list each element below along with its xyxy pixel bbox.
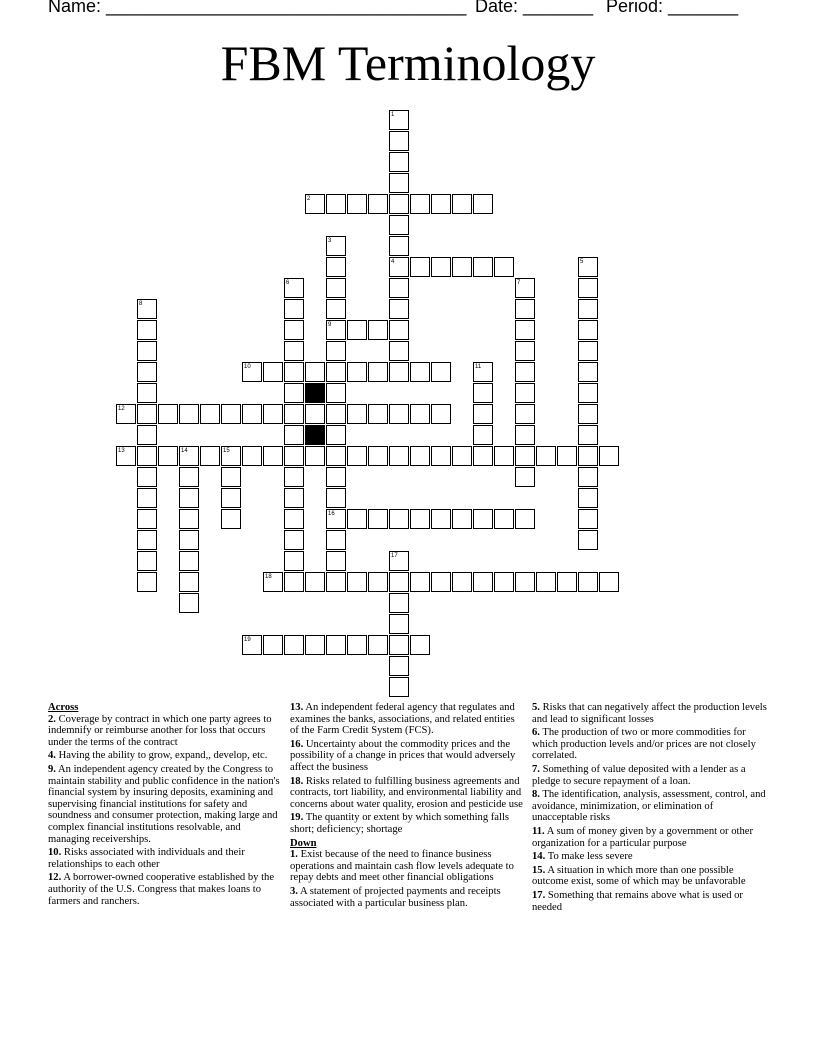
- grid-cell[interactable]: [263, 635, 283, 655]
- date-field-label[interactable]: Date: _______: [475, 0, 594, 16]
- clue-number-17: 17: [391, 553, 398, 559]
- grid-cell[interactable]: [347, 446, 367, 466]
- grid-cell[interactable]: [368, 509, 388, 529]
- grid-cell[interactable]: [221, 404, 241, 424]
- clue-number-13: 13: [118, 448, 125, 454]
- clue-text: Risks related to fulfilling business agreements and contracts, tort liability, and environmental liability and concerns about water quality, erosion and pesticide use: [290, 775, 523, 810]
- grid-cell[interactable]: [326, 341, 346, 361]
- grid-cell[interactable]: [389, 299, 409, 319]
- grid-cell[interactable]: [578, 341, 598, 361]
- clue-number-9: 9: [328, 322, 332, 328]
- clue-text: The quantity or extent by which something falls short; deficiency; shortage: [290, 812, 510, 835]
- grid-cell[interactable]: [284, 551, 304, 571]
- clue-number-4: 4: [391, 259, 395, 265]
- grid-cell[interactable]: [578, 572, 598, 592]
- grid-cell[interactable]: [515, 362, 535, 382]
- clue-item: [532, 826, 768, 849]
- grid-cell[interactable]: [284, 530, 304, 550]
- grid-cell[interactable]: [284, 362, 304, 382]
- grid-cell[interactable]: [389, 236, 409, 256]
- down-clue-list-1: [290, 849, 526, 909]
- down-clue-list-2: [532, 702, 768, 913]
- clue-item: [290, 886, 526, 909]
- grid-cell[interactable]: [410, 362, 430, 382]
- grid-cell[interactable]: [389, 152, 409, 172]
- grid-cell[interactable]: [431, 194, 451, 214]
- clue-item: [48, 750, 284, 762]
- clue-number: 10.: [48, 847, 62, 859]
- grid-cell[interactable]: [410, 257, 430, 277]
- clue-number: 7.: [532, 763, 540, 775]
- clue-text: A situation in which more than one possible outcome exist, some of which may be unfavorable: [532, 864, 746, 888]
- grid-cell[interactable]: [305, 362, 325, 382]
- grid-cell[interactable]: [515, 404, 535, 424]
- grid-cell[interactable]: [242, 404, 262, 424]
- clue-text: Uncertainty about the commodity prices and the possibility of a change in prices that would adversely affect the business: [290, 738, 516, 773]
- clue-text: A sum of money given by a government or other organization for a particular purpose: [532, 825, 753, 849]
- grid-cell[interactable]: [557, 572, 577, 592]
- grid-cell[interactable]: [137, 551, 157, 571]
- grid-cell[interactable]: [347, 635, 367, 655]
- grid-cell[interactable]: [284, 404, 304, 424]
- page-title: FBM Terminology: [220, 35, 596, 91]
- clue-item: [532, 851, 768, 863]
- grid-cell[interactable]: [536, 446, 556, 466]
- clue-number-19: 19: [244, 637, 251, 643]
- grid-cell[interactable]: [137, 425, 157, 445]
- grid-cell[interactable]: [452, 509, 472, 529]
- clue-number: 4.: [48, 750, 56, 762]
- clue-text: Coverage by contract in which one party agrees to indemnify or reimburse another for loss that occurs under the terms of the contract: [48, 713, 272, 748]
- clue-number: 9.: [48, 763, 56, 775]
- grid-cell[interactable]: [515, 299, 535, 319]
- grid-cell[interactable]: [305, 446, 325, 466]
- grid-cell[interactable]: [263, 362, 283, 382]
- clue-item: [48, 714, 284, 749]
- clue-number: 19.: [290, 812, 304, 824]
- grid-cell[interactable]: [431, 572, 451, 592]
- grid-cell[interactable]: [536, 572, 556, 592]
- grid-cell[interactable]: [578, 425, 598, 445]
- clue-number: 17.: [532, 889, 546, 901]
- grid-cell[interactable]: [578, 383, 598, 403]
- grid-cell[interactable]: [473, 383, 493, 403]
- clue-text: A borrower-owned cooperative established by the authority of the U.S. Congress that makes loans to farmers and ranchers.: [48, 872, 275, 907]
- clue-number-18: 18: [265, 574, 272, 580]
- clue-number-8: 8: [139, 301, 143, 307]
- clues-column-2: [290, 702, 526, 911]
- clue-number-16: 16: [328, 511, 335, 517]
- grid-cell[interactable]: [284, 299, 304, 319]
- grid-cell[interactable]: [179, 593, 199, 613]
- grid-cell[interactable]: [326, 572, 346, 592]
- grid-cell[interactable]: [389, 635, 409, 655]
- grid-cell[interactable]: [578, 362, 598, 382]
- grid-cell[interactable]: [515, 467, 535, 487]
- grid-cell[interactable]: [137, 362, 157, 382]
- grid-cell[interactable]: [284, 320, 304, 340]
- grid-cell[interactable]: [137, 320, 157, 340]
- grid-cell[interactable]: [326, 362, 346, 382]
- grid-cell[interactable]: [137, 572, 157, 592]
- grid-cell[interactable]: [578, 278, 598, 298]
- grid-cell[interactable]: [137, 341, 157, 361]
- grid-cell[interactable]: [557, 446, 577, 466]
- clue-item: [532, 789, 768, 824]
- grid-cell[interactable]: [347, 509, 367, 529]
- grid-cell[interactable]: [368, 320, 388, 340]
- grid-cell[interactable]: [473, 572, 493, 592]
- grid-cell[interactable]: [599, 572, 619, 592]
- clue-number: 8.: [532, 789, 540, 801]
- grid-cell[interactable]: [305, 572, 325, 592]
- grid-cell[interactable]: [326, 467, 346, 487]
- grid-cell[interactable]: [389, 656, 409, 676]
- clue-item: [290, 812, 526, 835]
- grid-cell[interactable]: [368, 635, 388, 655]
- grid-cell[interactable]: [347, 320, 367, 340]
- grid-cell[interactable]: [515, 383, 535, 403]
- grid-cell[interactable]: [179, 572, 199, 592]
- grid-cell[interactable]: [179, 404, 199, 424]
- across-clue-list-1: [48, 714, 284, 908]
- grid-cell[interactable]: [326, 530, 346, 550]
- grid-cell[interactable]: [179, 467, 199, 487]
- grid-cell[interactable]: [431, 446, 451, 466]
- grid-cell[interactable]: [242, 446, 262, 466]
- grid-cell[interactable]: [578, 530, 598, 550]
- clue-text: Exist because of the need to finance business operations and maintain cash flow levels adequate to repay debts and meet other financial obligations: [290, 849, 514, 884]
- grid-cell[interactable]: [305, 635, 325, 655]
- grid-cell[interactable]: [410, 446, 430, 466]
- grid-cell[interactable]: [347, 362, 367, 382]
- grid-cell[interactable]: [515, 509, 535, 529]
- grid-cell[interactable]: [515, 320, 535, 340]
- grid-cell[interactable]: [431, 404, 451, 424]
- grid-cell[interactable]: [515, 572, 535, 592]
- grid-cell[interactable]: [494, 446, 514, 466]
- clue-number-1: 1: [391, 112, 395, 118]
- clue-number: 16.: [290, 738, 304, 750]
- grid-cell[interactable]: [389, 614, 409, 634]
- grid-cell[interactable]: [389, 215, 409, 235]
- grid-cell[interactable]: [452, 572, 472, 592]
- grid-cell[interactable]: [410, 509, 430, 529]
- grid-cell[interactable]: [515, 341, 535, 361]
- grid-cell[interactable]: [515, 446, 535, 466]
- grid-cell[interactable]: [326, 446, 346, 466]
- clue-text: Having the ability to grow, expand,, develop, etc.: [55, 750, 268, 762]
- grid-cell[interactable]: [326, 299, 346, 319]
- grid-cell[interactable]: [431, 362, 451, 382]
- clue-item: [290, 776, 526, 811]
- grid-cell[interactable]: [137, 404, 157, 424]
- grid-cell[interactable]: [578, 509, 598, 529]
- clue-number: 18.: [290, 775, 304, 787]
- grid-cell[interactable]: [347, 572, 367, 592]
- grid-cell[interactable]: [473, 446, 493, 466]
- grid-cell[interactable]: [305, 404, 325, 424]
- grid-cell[interactable]: [284, 488, 304, 508]
- grid-cell[interactable]: [515, 425, 535, 445]
- grid-cell[interactable]: [284, 635, 304, 655]
- clue-number-14: 14: [181, 448, 188, 454]
- grid-cell[interactable]: [473, 509, 493, 529]
- grid-cell[interactable]: [326, 488, 346, 508]
- grid-cell[interactable]: [368, 572, 388, 592]
- grid-cell[interactable]: [368, 194, 388, 214]
- grid-cell[interactable]: [221, 467, 241, 487]
- clue-number-10: 10: [244, 364, 251, 370]
- black-square: [305, 425, 325, 445]
- grid-cell[interactable]: [284, 509, 304, 529]
- clue-item: [532, 702, 768, 725]
- grid-cell[interactable]: [452, 194, 472, 214]
- grid-cell[interactable]: [221, 488, 241, 508]
- period-field-label[interactable]: Period: _______: [606, 0, 739, 16]
- black-square: [305, 383, 325, 403]
- clue-number: 14.: [532, 851, 546, 863]
- grid-cell[interactable]: [179, 509, 199, 529]
- grid-cell[interactable]: [284, 572, 304, 592]
- grid-cell[interactable]: [179, 530, 199, 550]
- grid-cell[interactable]: [158, 446, 178, 466]
- clue-number: 2.: [48, 713, 56, 725]
- clue-text: Risks associated with individuals and their relationships to each other: [48, 847, 245, 870]
- grid-cell[interactable]: [389, 404, 409, 424]
- clue-number: 6.: [532, 727, 540, 739]
- grid-cell[interactable]: [347, 194, 367, 214]
- grid-cell[interactable]: [389, 320, 409, 340]
- grid-cell[interactable]: [410, 404, 430, 424]
- clue-text: An independent federal agency that regulates and examines the banks, associations, and related entities of the Farm Credit System (FCS).: [290, 702, 515, 737]
- grid-cell[interactable]: [221, 509, 241, 529]
- grid-cell[interactable]: [326, 551, 346, 571]
- grid-cell[interactable]: [431, 509, 451, 529]
- clue-number-12: 12: [118, 406, 125, 412]
- grid-cell[interactable]: [389, 278, 409, 298]
- clue-number: 12.: [48, 872, 62, 884]
- clue-item: [290, 702, 526, 737]
- grid-cell[interactable]: [494, 257, 514, 277]
- clue-text: An independent agency created by the Congress to maintain stability and public confidence in the nation's financial system by insuring deposits, examining and supervising financial institutions for safety and soundness and consumer protection, making large and complex financial institutions resolvable, and managing receiverships.: [48, 763, 280, 845]
- clue-number-11: 11: [475, 364, 482, 370]
- clue-number: 15.: [532, 864, 546, 876]
- grid-cell[interactable]: [389, 131, 409, 151]
- grid-cell[interactable]: [389, 572, 409, 592]
- grid-cell[interactable]: [578, 488, 598, 508]
- clue-text: The production of two or more commodities for which production levels and/or prices are not closely correlated.: [532, 727, 756, 762]
- clues-column-3: [532, 702, 768, 915]
- grid-cell[interactable]: [389, 194, 409, 214]
- clue-number-7: 7: [517, 280, 521, 286]
- clue-number: 11.: [532, 825, 545, 837]
- grid-cell[interactable]: [431, 257, 451, 277]
- grid-cell[interactable]: [347, 404, 367, 424]
- grid-cell[interactable]: [452, 257, 472, 277]
- grid-cell[interactable]: [263, 446, 283, 466]
- clue-item: [48, 872, 284, 907]
- grid-cell[interactable]: [368, 446, 388, 466]
- clue-item: [532, 865, 768, 888]
- clue-item: [290, 739, 526, 774]
- grid-cell[interactable]: [410, 635, 430, 655]
- grid-cell[interactable]: [578, 446, 598, 466]
- clue-text: A statement of projected payments and receipts associated with a particular business plan.: [290, 885, 501, 909]
- grid-cell[interactable]: [200, 404, 220, 424]
- grid-cell[interactable]: [200, 446, 220, 466]
- grid-cell[interactable]: [284, 425, 304, 445]
- grid-cell[interactable]: [326, 257, 346, 277]
- clue-number: 5.: [532, 702, 540, 713]
- grid-cell[interactable]: [326, 383, 346, 403]
- clue-number: 1.: [290, 849, 298, 861]
- grid-cell[interactable]: [284, 383, 304, 403]
- grid-cell[interactable]: [389, 509, 409, 529]
- grid-cell[interactable]: [137, 488, 157, 508]
- clue-item: [48, 847, 284, 870]
- grid-cell[interactable]: [578, 299, 598, 319]
- grid-cell[interactable]: [179, 551, 199, 571]
- grid-cell[interactable]: [368, 362, 388, 382]
- grid-cell[interactable]: [137, 509, 157, 529]
- grid-cell[interactable]: [284, 341, 304, 361]
- grid-cell[interactable]: [263, 404, 283, 424]
- down-heading: Down: [290, 837, 317, 849]
- grid-cell[interactable]: [578, 320, 598, 340]
- grid-cell[interactable]: [137, 467, 157, 487]
- grid-cell[interactable]: [578, 467, 598, 487]
- grid-cell[interactable]: [368, 404, 388, 424]
- grid-cell[interactable]: [284, 467, 304, 487]
- grid-cell[interactable]: [179, 488, 199, 508]
- across-clue-list-2: [290, 702, 526, 836]
- clue-number-5: 5: [580, 259, 584, 265]
- clue-text: Something that remains above what is used or needed: [532, 889, 743, 913]
- grid-cell[interactable]: [137, 530, 157, 550]
- clue-item: [48, 764, 284, 845]
- grid-cell[interactable]: [410, 194, 430, 214]
- grid-cell[interactable]: [494, 572, 514, 592]
- grid-cell[interactable]: [473, 425, 493, 445]
- grid-cell[interactable]: [599, 446, 619, 466]
- grid-cell[interactable]: [473, 257, 493, 277]
- grid-cell[interactable]: [137, 446, 157, 466]
- clue-item: [532, 727, 768, 762]
- grid-cell[interactable]: [389, 341, 409, 361]
- clue-text: To make less severe: [545, 851, 633, 863]
- grid-cell[interactable]: [326, 404, 346, 424]
- grid-cell[interactable]: [410, 572, 430, 592]
- grid-cell[interactable]: [326, 425, 346, 445]
- grid-cell[interactable]: [389, 362, 409, 382]
- across-heading: Across: [48, 702, 79, 713]
- clues-column-1: [48, 702, 284, 909]
- grid-cell[interactable]: [137, 383, 157, 403]
- grid-cell[interactable]: [389, 446, 409, 466]
- grid-cell[interactable]: [494, 509, 514, 529]
- clue-item: [290, 849, 526, 884]
- grid-cell[interactable]: [473, 404, 493, 424]
- grid-cell[interactable]: [284, 446, 304, 466]
- clue-text: The identification, analysis, assessment, control, and avoidance, minimization, or elimination of unacceptable risks: [532, 789, 766, 824]
- grid-cell[interactable]: [578, 404, 598, 424]
- grid-cell[interactable]: [158, 404, 178, 424]
- grid-cell[interactable]: [326, 194, 346, 214]
- clue-number-6: 6: [286, 280, 290, 286]
- clue-number-2: 2: [307, 196, 311, 202]
- name-field-label[interactable]: Name: ____________________________________: [48, 0, 467, 16]
- grid-cell[interactable]: [389, 173, 409, 193]
- clue-number: 3.: [290, 885, 298, 897]
- clue-number-15: 15: [223, 448, 230, 454]
- clue-text: Something of value deposited with a lender as a pledge to secure repayment of a loan.: [532, 763, 746, 787]
- grid-cell[interactable]: [473, 194, 493, 214]
- clue-number-3: 3: [328, 238, 332, 244]
- clue-text: Risks that can negatively affect the production levels and lead to significant losses: [532, 702, 767, 725]
- grid-cell[interactable]: [389, 677, 409, 697]
- grid-cell[interactable]: [326, 635, 346, 655]
- grid-cell[interactable]: [326, 278, 346, 298]
- grid-cell[interactable]: [452, 446, 472, 466]
- clue-item: [532, 764, 768, 787]
- clue-number: 13.: [290, 702, 304, 713]
- clue-item: [532, 890, 768, 913]
- grid-cell[interactable]: [389, 593, 409, 613]
